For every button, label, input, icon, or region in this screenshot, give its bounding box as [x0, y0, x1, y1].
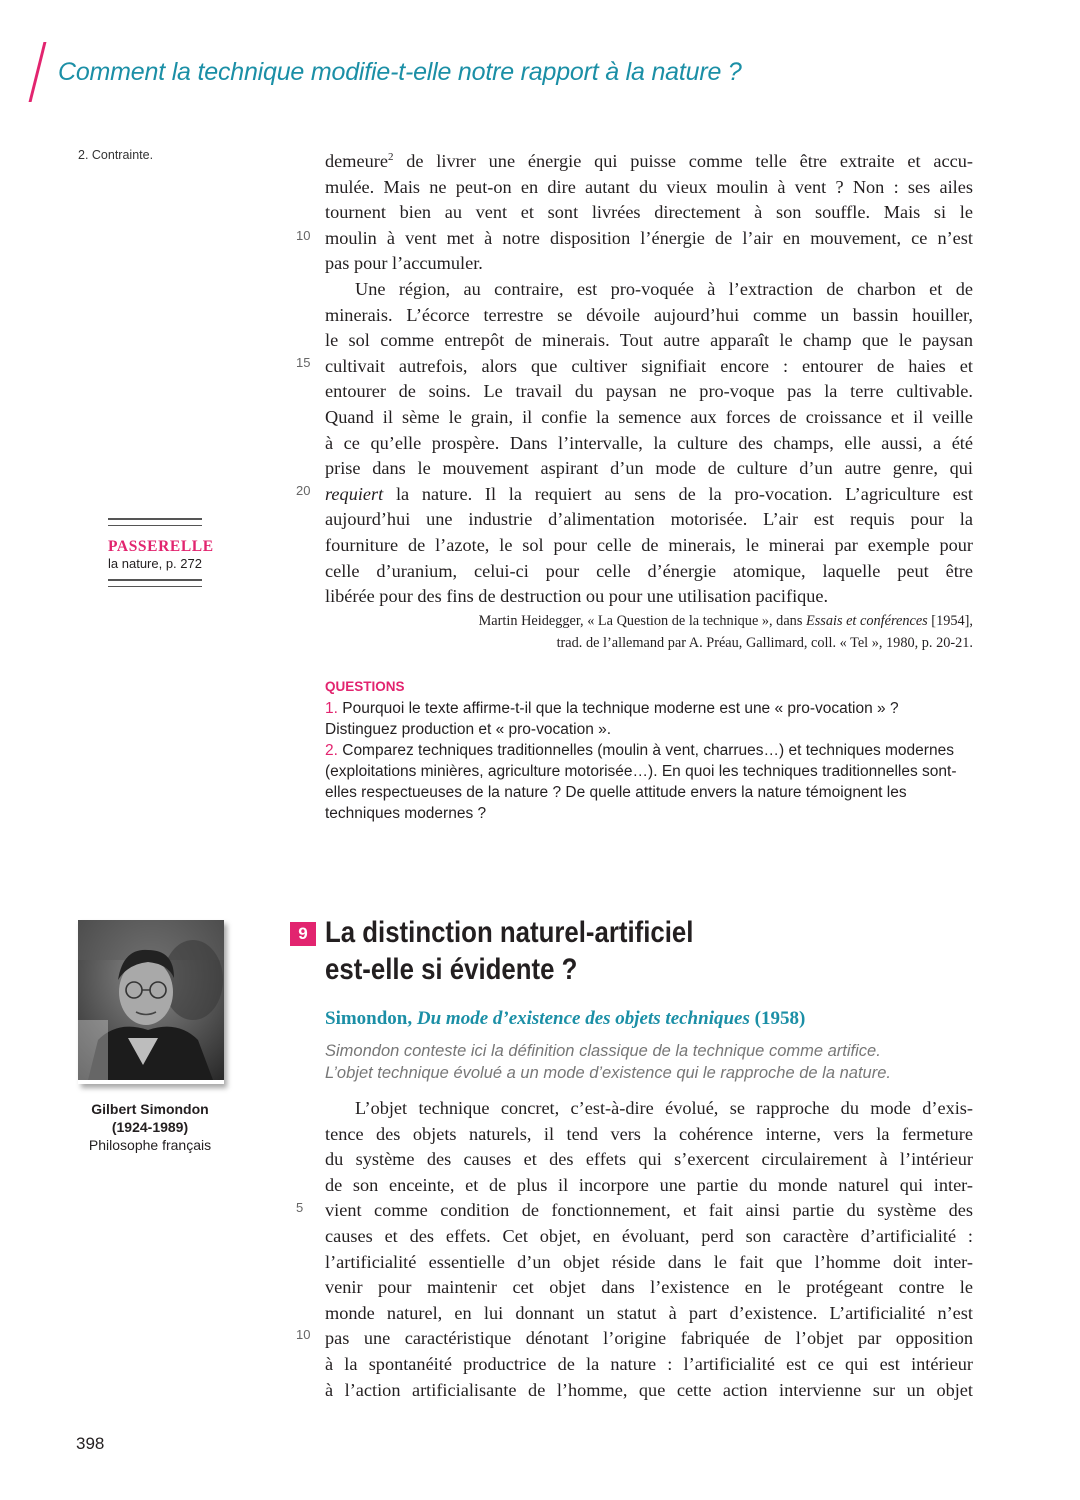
- portrait-caption: [60, 1100, 240, 1154]
- text-line: à l’action artificialisante de l’homme, que cette action intervienne sur un objet: [325, 1379, 973, 1400]
- text-line: tence des objets naturels, il tend vers la cohérence interne, vers la fermeture: [325, 1123, 973, 1144]
- text-line: entourer de soins. Le travail du paysan ne pro-voque pas la terre cultivable.: [325, 381, 973, 402]
- text-line: cultivait autrefois, alors que cultiver signifiait encore : entourer de haies et: [325, 355, 973, 376]
- text-line: Une région, au contraire, est pro-voquée à l’extraction de charbon et de: [355, 279, 973, 300]
- passerelle-top-rule: [108, 518, 202, 526]
- heidegger-citation: [479, 610, 973, 654]
- text-line: requiert la nature. Il la requiert au sens de la pro-vocation. L’agriculture est: [325, 483, 973, 504]
- questions-title: QUESTIONS: [325, 679, 405, 694]
- passerelle-bottom-rule: [108, 579, 202, 587]
- simondon-text: [325, 1096, 973, 1403]
- passerelle-box: [108, 518, 214, 587]
- text-line: venir pour maintenir cet objet dans l’existence en le protégeant contre le: [325, 1277, 973, 1298]
- question-item: 1. Pourquoi le texte affirme-t-il que la technique moderne est une « pro-vocation » ? Distinguez production et « pro-vocation ».: [325, 700, 899, 738]
- text-line: mulée. Mais ne peut-on en dire autant du vieux moulin à vent ? Non : ses ailes: [325, 176, 973, 197]
- text-line: Quand il sème le grain, il confie la semence aux forces de croissance et il veille: [325, 407, 973, 428]
- text-line: aujourd’hui une industrie d’alimentation motorisée. L’air est requis pour la: [325, 509, 973, 530]
- citation-line: trad. de l’allemand par A. Préau, Gallimard, coll. « Tel », 1980, p. 20-21.: [556, 635, 973, 651]
- portrait-photo: [78, 920, 224, 1080]
- text-line: à la spontanéité productrice de la nature : l’artificialité est ce qui est intérieur: [325, 1353, 973, 1374]
- text-line: fourniture de l’azote, le sol pour celle de minerais, le minerai par exemple pour: [325, 535, 973, 555]
- citation-line: Martin Heidegger, « La Question de la technique », dans Essais et conférences [1954],: [478, 613, 973, 629]
- line-number: 20: [296, 483, 311, 498]
- text-line: l’artificialité essentielle d’un objet réside dans le fait que l’homme doit inter-: [325, 1251, 973, 1272]
- questions-block: [325, 676, 965, 824]
- text-line: moulin à vent met à notre disposition l’énergie de l’air en mouvement, ce n’est: [325, 227, 973, 248]
- section-title: La distinction naturel-artificiel est-elle si évidente ?: [325, 916, 694, 986]
- passerelle-reference[interactable]: la nature, p. 272: [108, 556, 202, 571]
- text-line: demeure$^2$ de livrer une énergie qui puisse comme telle être extraite et accu-: [325, 151, 973, 172]
- text-line: le sol comme entrepôt de minerais. Tout autre apparaît le champ que le paysan: [325, 330, 973, 351]
- question-item: 2. Comparez techniques traditionnelles (moulin à vent, charrues…) et techniques modernes (exploitations minières, agriculture motorisée…). En quoi les techniques traditionnelles sont-elles respectueuses de la nature ? De quelle attitude envers la nature témoignent les techniques modernes ?: [325, 742, 957, 822]
- text-line: du système des causes et des effets qui s’exercent circulairement à l’intérieur: [325, 1149, 973, 1170]
- text-line: pas pour l’accumuler.: [325, 253, 483, 274]
- portrait-frame: [78, 920, 224, 1084]
- page-number: 398: [76, 1434, 105, 1453]
- portrait-role: Philosophe français: [88, 1137, 212, 1153]
- line-number: 5: [296, 1200, 304, 1215]
- text-line: causes et des effets. Cet objet, en évoluant, perd son caractère d’artificialité :: [325, 1225, 973, 1246]
- text-line: à ce qu’elle prospère. Dans l’intervalle, la culture des champs, elle aussi, a été: [325, 432, 973, 453]
- section-number-badge: 9: [290, 922, 316, 946]
- text-line: tournent bien au vent et sont livrées directement à son souffle. Mais si le: [325, 202, 973, 223]
- header-accent-slash: [29, 42, 47, 102]
- text-line: pas une caractéristique dénotant l’origine fabriquée de l’objet par opposition: [325, 1328, 973, 1349]
- footnote-marker: 2: [387, 151, 394, 163]
- text-line: minerais. L’écorce terrestre se dévoile aujourd’hui comme un bassin houiller,: [325, 304, 973, 325]
- section-intro: Simondon conteste ici la définition classique de la technique comme artifice. L’objet technique évolué a un mode d’existence qui le rapproche de la nature.: [325, 1042, 891, 1082]
- footnote: 2. Contrainte.: [78, 148, 154, 162]
- heidegger-text: [325, 145, 973, 610]
- text-line: celle d’uranium, celui-ci pour celle d’énergie atomique, laquelle peut être: [325, 560, 973, 581]
- text-line: L’objet technique concret, c’est-à-dire évolué, se rapproche du mode d’exis-: [355, 1098, 973, 1118]
- text-line: libérée pour des fins de destruction ou pour une utilisation pacifique.: [325, 586, 829, 607]
- text-line: vient comme condition de fonctionnement, et fait ainsi partie du système des: [325, 1200, 973, 1221]
- passerelle-title: PASSERELLE: [108, 538, 214, 555]
- portrait-dates: (1924-1989): [111, 1119, 189, 1135]
- text-line: monde naturel, en lui donnant un statut à part d’existence. L’artificialité n’est: [325, 1302, 973, 1323]
- line-number: 10: [296, 228, 311, 243]
- line-number: 15: [296, 355, 311, 370]
- question-number: 2.: [325, 742, 338, 759]
- portrait-name: Gilbert Simondon: [91, 1101, 209, 1117]
- question-number: 1.: [325, 700, 338, 717]
- page-header-title: Comment la technique modifie-t-elle notre rapport à la nature ?: [58, 58, 742, 86]
- line-number: 10: [296, 1327, 311, 1342]
- work-title: Simondon, Du mode d’existence des objets techniques (1958): [325, 1008, 806, 1029]
- text-line: de son enceinte, et de plus il incorpore une partie du monde naturel qui inter-: [325, 1174, 973, 1195]
- text-line: prise dans le mouvement aspirant d’un mode de culture d’un autre genre, qui: [325, 458, 973, 479]
